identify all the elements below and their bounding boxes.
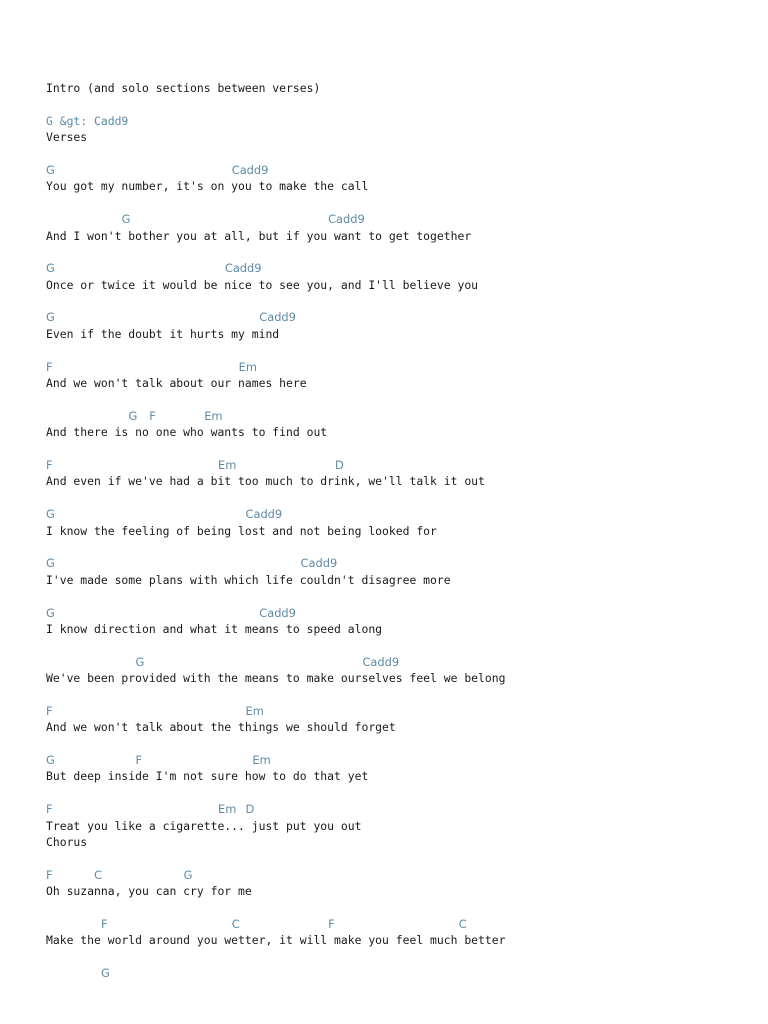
chord-c: C: [231, 916, 240, 931]
chord-f: F: [46, 703, 53, 718]
verses-block: [46, 146, 746, 834]
chord-f: F: [46, 359, 53, 374]
chord-g: G: [46, 753, 55, 768]
chord-line: [46, 654, 746, 670]
chord-cadd9: Cadd9: [259, 310, 296, 325]
chord-g: G: [46, 605, 55, 620]
lyric-line: I know the feeling of being lost and not being looked for: [46, 523, 437, 538]
chord-em: Em: [245, 703, 264, 718]
chord-f: F: [149, 408, 156, 423]
chord-d: D: [245, 802, 255, 817]
chord-c: C: [458, 916, 467, 931]
lyric-line: Treat you like a cigarette... just put you out: [46, 818, 362, 833]
spacer: [46, 195, 746, 211]
chord-g: G: [46, 310, 55, 325]
chord-line: [46, 555, 746, 571]
chord-g: G: [183, 867, 193, 882]
lyric-line: You got my number, it's on you to make the call: [46, 179, 369, 194]
spacer: [46, 441, 746, 457]
chord-g: G: [101, 966, 110, 981]
lyric-line: Make the world around you wetter, it will make you feel much better: [46, 933, 506, 948]
chord-line: [46, 703, 746, 719]
spacer: [46, 686, 746, 702]
lyric-line: And I won't bother you at all, but if you want to get together: [46, 228, 472, 243]
chord-line: [46, 309, 746, 325]
spacer: [46, 293, 746, 309]
chord-line: [46, 752, 746, 768]
chord-g: G: [128, 408, 138, 423]
spacer: [46, 785, 746, 801]
chord-c: C: [94, 867, 103, 882]
lyric-line: And we won't talk about our names here: [46, 376, 307, 391]
spacer: [46, 900, 746, 916]
lyric-line: And there is no one who wants to find out: [46, 425, 328, 440]
spacer: [46, 637, 746, 653]
chord-cadd9: Cadd9: [245, 507, 283, 522]
chord-line: [46, 408, 746, 424]
chord-em: Em: [238, 359, 257, 374]
chord-g: G: [46, 507, 55, 522]
chord-em: Em: [252, 753, 271, 768]
spacer: [46, 539, 746, 555]
chord-line: [46, 260, 746, 276]
spacer: [46, 949, 746, 965]
chord-line: [46, 916, 746, 932]
spacer: [46, 244, 746, 260]
chord-line: [46, 359, 746, 375]
lyric-line: Even if the doubt it hurts my mind: [46, 326, 280, 341]
chord-line: [46, 965, 746, 981]
lyric-line: And even if we've had a bit too much to drink, we'll talk it out: [46, 474, 485, 489]
chord-f: F: [101, 916, 108, 931]
chord-cadd9: Cadd9: [259, 605, 296, 620]
chord-sheet: [46, 80, 746, 981]
chord-f: F: [46, 802, 53, 817]
spacer: [46, 96, 746, 112]
chord-line: [46, 506, 746, 522]
spacer: [46, 850, 746, 866]
chord-cadd9: Cadd9: [300, 556, 338, 571]
chord-line: [46, 211, 746, 227]
intro-chords: G &gt: Cadd9: [46, 113, 129, 128]
chord-f: F: [46, 457, 53, 472]
spacer: [46, 490, 746, 506]
chord-g: G: [46, 261, 55, 276]
lyric-line: We've been provided with the means to make ourselves feel we belong: [46, 671, 506, 686]
chorus-block: [46, 850, 746, 981]
chord-g: G: [46, 162, 55, 177]
chord-f: F: [46, 867, 53, 882]
intro-heading: Intro (and solo sections between verses): [46, 81, 321, 95]
chord-f: F: [135, 753, 142, 768]
spacer: [46, 736, 746, 752]
lyric-line: Oh suzanna, you can cry for me: [46, 884, 252, 899]
spacer: [46, 588, 746, 604]
chord-em: Em: [204, 408, 223, 423]
verses-heading: Verses: [46, 130, 88, 145]
lyric-line: I know direction and what it means to speed along: [46, 621, 383, 636]
chorus-heading: Chorus: [46, 834, 88, 849]
chord-line: [46, 605, 746, 621]
chord-g: G: [121, 212, 131, 227]
chord-g: G: [46, 556, 55, 571]
spacer: [46, 391, 746, 407]
chord-em: Em: [218, 457, 237, 472]
lyric-line: And we won't talk about the things we should forget: [46, 720, 396, 735]
chord-em: Em: [218, 802, 237, 817]
spacer: [46, 342, 746, 358]
chord-cadd9: Cadd9: [362, 654, 400, 669]
chord-f: F: [328, 916, 335, 931]
chord-cadd9: Cadd9: [328, 212, 365, 227]
lyric-line: Once or twice it would be nice to see you, and I'll believe you: [46, 277, 479, 292]
spacer: [46, 146, 746, 162]
chord-cadd9: Cadd9: [231, 162, 269, 177]
chord-line: [46, 801, 746, 817]
lyric-line: I've made some plans with which life couldn't disagree more: [46, 572, 451, 587]
chord-cadd9: Cadd9: [224, 261, 262, 276]
chord-g: G: [135, 654, 145, 669]
chord-d: D: [334, 457, 344, 472]
chord-line: [46, 162, 746, 178]
lyric-line: But deep inside I'm not sure how to do that yet: [46, 769, 369, 784]
chord-line: [46, 457, 746, 473]
chord-line: [46, 867, 746, 883]
